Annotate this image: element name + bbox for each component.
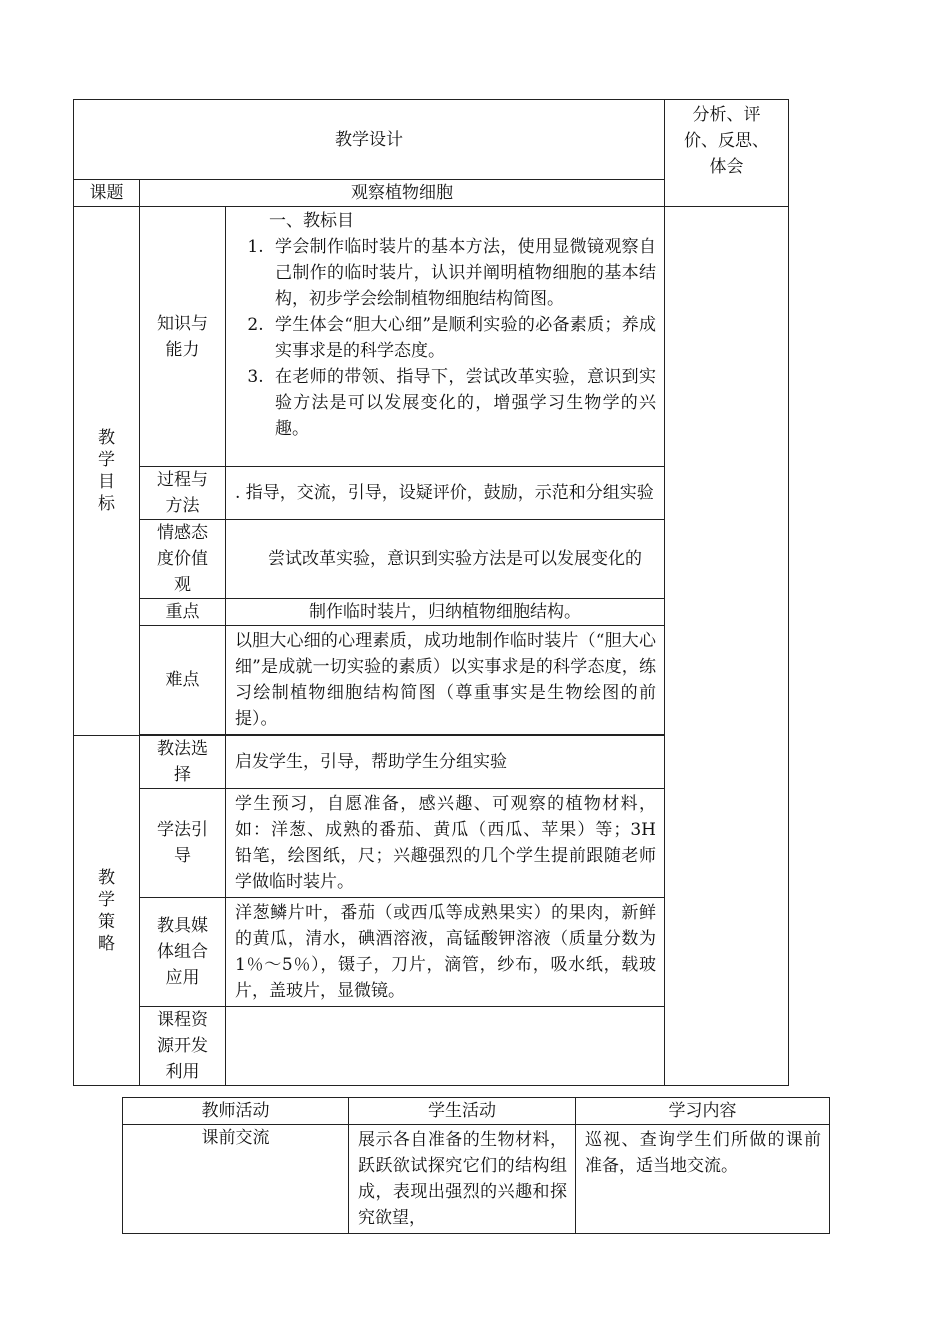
teacher-activity: 课前交流 [123, 1125, 349, 1234]
process-value: . 指导，交流，引导，设疑评价，鼓励，示范和分组实验 [226, 467, 665, 520]
header-teacher: 教师活动 [123, 1098, 349, 1125]
process-label: 过程与 方法 [140, 467, 226, 520]
analysis-column [665, 207, 789, 1086]
header-student: 学生活动 [349, 1098, 576, 1125]
knowledge-content [226, 207, 665, 467]
study-label: 学法引 导 [140, 789, 226, 898]
activity-table [122, 1097, 830, 1234]
media-value: 洋葱鳞片叶，番茄（或西瓜等成熟果实）的果肉，新鲜的黄瓜，清水，碘酒溶液，高锰酸钾溶液（质量分数为 1％～5％），镊子，刀片，滴管，纱布，吸水纸，载玻片，盖玻片，显微镜。 [226, 898, 665, 1007]
difficulty-label: 难点 [140, 626, 226, 735]
analysis-header: 分析、评 价、反思、 体会 [665, 100, 789, 207]
header-content: 学习内容 [576, 1098, 830, 1125]
topic-label: 课题 [74, 180, 140, 207]
method-label: 教法选 择 [140, 736, 226, 789]
emotion-value: 尝试改革实验，意识到实验方法是可以发展变化的 [226, 520, 665, 599]
topic-value: 观察植物细胞 [140, 180, 665, 207]
list-item: 2. 学生体会“胆大心细”是顺利实验的必备素质；养成实事求是的科学态度。 [269, 312, 656, 364]
knowledge-list [235, 234, 656, 442]
key-value: 制作临时装片，归纳植物细胞结构。 [226, 599, 665, 626]
emotion-label: 情感态 度价值 观 [140, 520, 226, 599]
design-title: 教学设计 [74, 100, 665, 180]
goals-label: 教 学 目 标 [74, 207, 140, 736]
learning-content: 巡视、查询学生们所做的课前准备，适当地交流。 [576, 1125, 830, 1234]
key-label: 重点 [140, 599, 226, 626]
lesson-design-table [73, 99, 789, 1086]
strategy-label: 教 学 策 略 [74, 736, 140, 1086]
knowledge-label: 知识与 能力 [140, 207, 226, 467]
student-activity: 展示各自准备的生物材料，跃跃欲试探究它们的结构组成，表现出强烈的兴趣和探究欲望， [349, 1125, 576, 1234]
resource-label: 课程资 源开发 利用 [140, 1007, 226, 1086]
study-value: 学生预习，自愿准备，感兴趣、可观察的植物材料，如：洋葱、成熟的番茄、黄瓜（西瓜、苹果）等；3H 铅笔，绘图纸，尺；兴趣强烈的几个学生提前跟随老师学做临时装片。 [226, 789, 665, 898]
list-item: 1. 学会制作临时装片的基本方法，使用显微镜观察自己制作的临时装片，认识并阐明植物细胞的基本结构，初步学会绘制植物细胞结构简图。 [269, 234, 656, 312]
resource-value [226, 1007, 665, 1086]
media-label: 教具媒 体组合 应用 [140, 898, 226, 1007]
knowledge-header: 一、教标目 [269, 211, 354, 231]
list-item: 3. 在老师的带领、指导下，尝试改革实验，意识到实验方法是可以发展变化的，增强学习生物学的兴趣。 [269, 364, 656, 442]
difficulty-value: 以胆大心细的心理素质，成功地制作临时装片（“胆大心细”是成就一切实验的素质）以实事求是的科学态度，练习绘制植物细胞结构简图（尊重事实是生物绘图的前提）。 [226, 626, 665, 735]
method-value: 启发学生，引导，帮助学生分组实验 [226, 736, 665, 789]
